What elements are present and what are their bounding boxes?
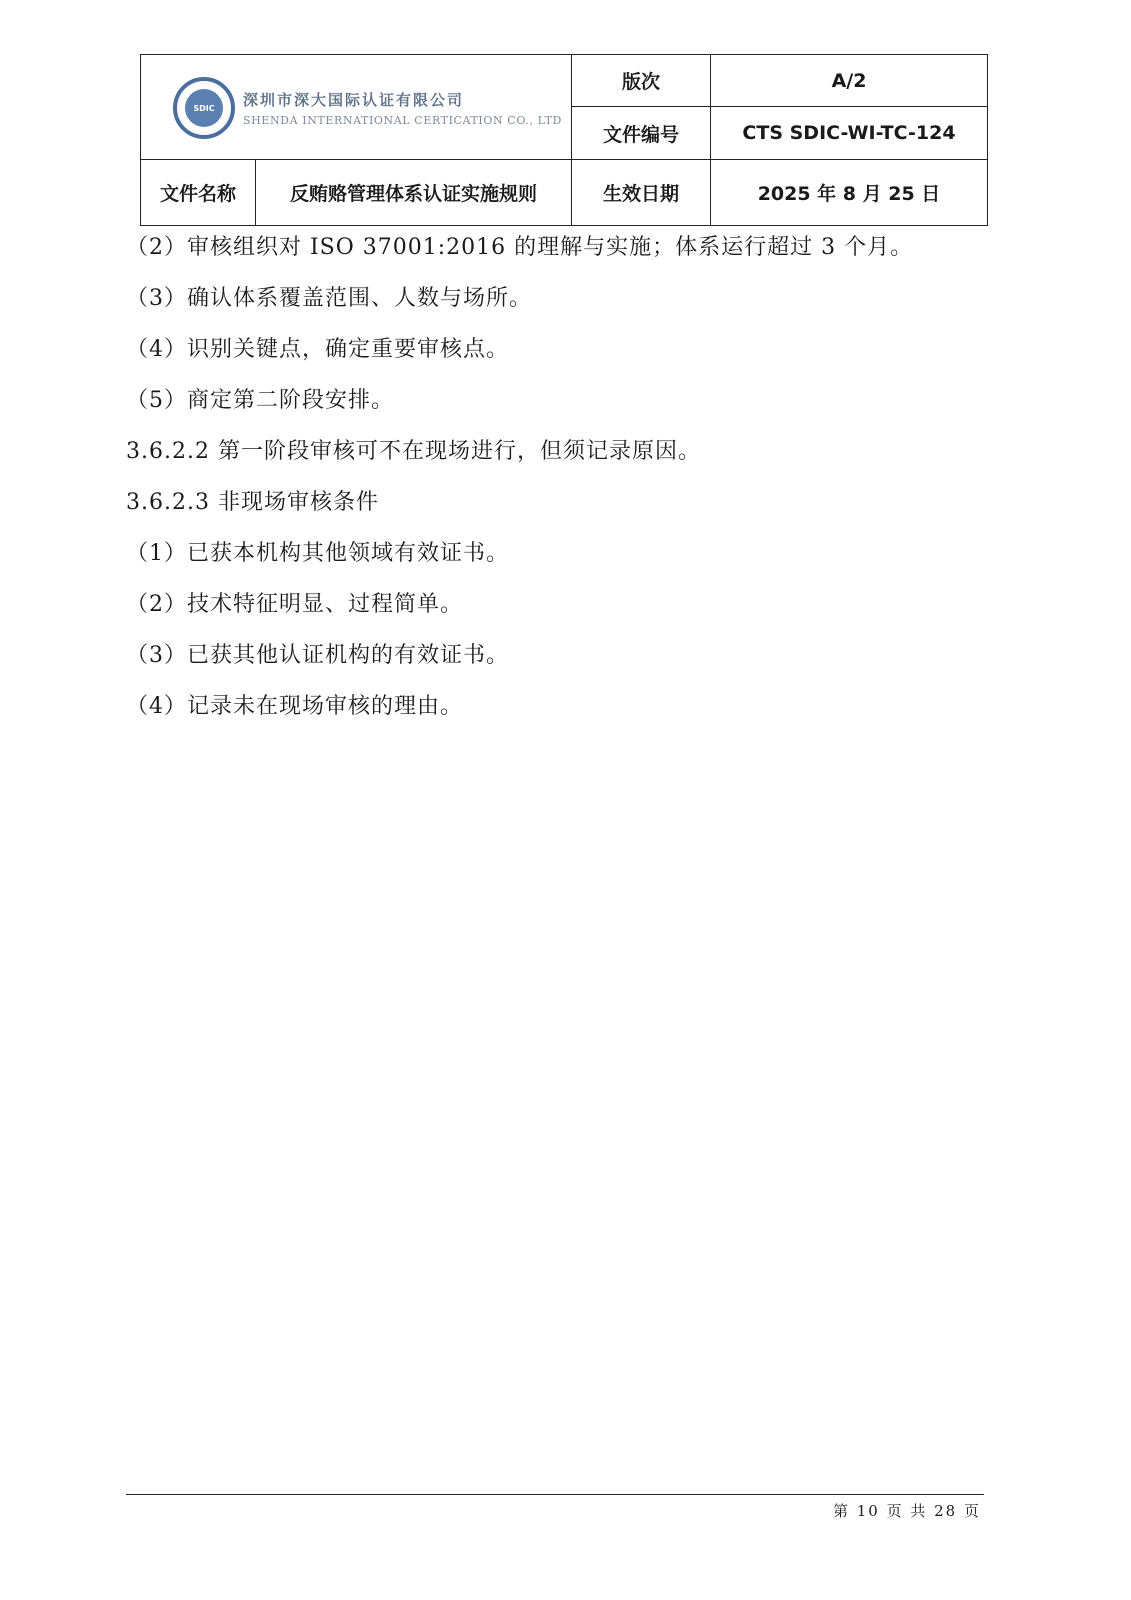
- header-table: [140, 54, 988, 226]
- body-paragraph: （1）已获本机构其他领域有效证书。: [126, 541, 509, 566]
- section-heading: 3.6.2.2 第一阶段审核可不在现场进行，但须记录原因。: [126, 439, 701, 464]
- effective-date-label: 生效日期: [602, 183, 679, 205]
- document-body: [126, 222, 986, 732]
- logo-mark: SDIC: [185, 89, 223, 127]
- effective-date-value: 2025 年 8 月 25 日: [757, 183, 941, 205]
- footer-divider: [126, 1494, 984, 1495]
- version-value: A/2: [831, 69, 867, 92]
- section-heading: 3.6.2.3 非现场审核条件: [126, 490, 379, 515]
- body-paragraph: （5）商定第二阶段安排。: [126, 388, 394, 413]
- body-paragraph: （4）记录未在现场审核的理由。: [126, 694, 463, 719]
- body-paragraph: （4）识别关键点，确定重要审核点。: [126, 337, 509, 362]
- version-label: 版次: [621, 71, 660, 93]
- body-paragraph: （2）审核组织对 ISO 37001:2016 的理解与实施；体系运行超过 3 个月。: [126, 235, 914, 260]
- company-logo-icon: [173, 77, 235, 139]
- company-name-cn: 深圳市深大国际认证有限公司: [243, 91, 465, 109]
- body-paragraph: （3）确认体系覆盖范围、人数与场所。: [126, 286, 532, 311]
- company-logo-block: [141, 55, 573, 161]
- document-name-label: 文件名称: [159, 183, 236, 205]
- document-number-label: 文件编号: [602, 123, 679, 146]
- document-number-value: CTS SDIC-WI-TC-124: [742, 122, 956, 144]
- document-name-value: 反贿赂管理体系认证实施规则: [289, 183, 537, 205]
- body-paragraph: （3）已获其他认证机构的有效证书。: [126, 643, 509, 668]
- company-name-en: SHENDA INTERNATIONAL CERTICATION CO., LTD: [243, 114, 562, 127]
- page-number: 第 10 页 共 28 页: [832, 1502, 981, 1520]
- body-paragraph: （2）技术特征明显、过程简单。: [126, 592, 463, 617]
